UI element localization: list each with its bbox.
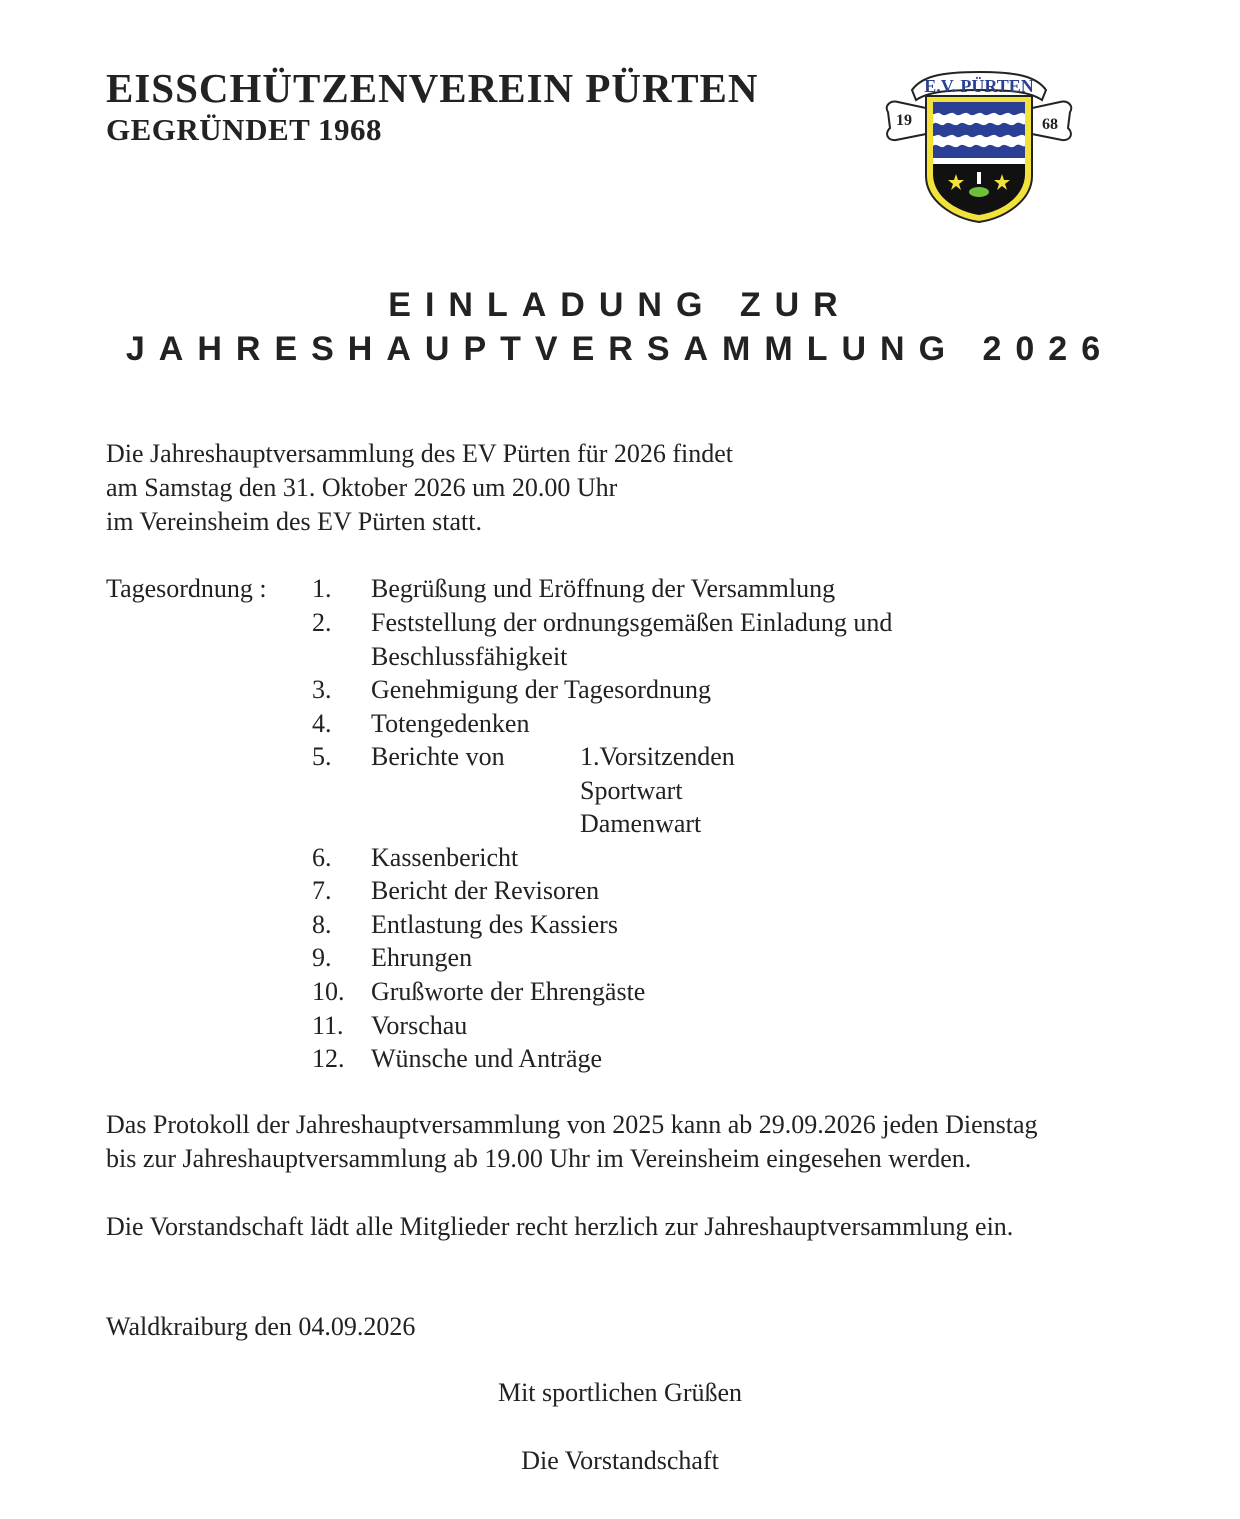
agenda-label: Tagesordnung :	[106, 574, 267, 603]
agenda-item-text: Begrüßung und Eröffnung der Versammlung	[371, 574, 836, 603]
agenda-subitem: Sportwart	[580, 776, 683, 805]
logo-year-left: 19	[896, 112, 912, 129]
agenda-item-text: Bericht der Revisoren	[371, 876, 600, 905]
agenda-item-number: 6.	[312, 843, 332, 872]
agenda-item-text: Ehrungen	[371, 943, 473, 972]
agenda-item	[0, 606, 1240, 640]
agenda-item-text: Vorschau	[371, 1011, 468, 1040]
agenda-item	[0, 740, 1240, 774]
agenda-item	[0, 908, 1240, 942]
agenda-item-number: 7.	[312, 876, 332, 905]
closing-greeting: Mit sportlichen Grüßen	[497, 1378, 743, 1407]
agenda-item-number: 4.	[312, 709, 332, 738]
protocol-line: Das Protokoll der Jahreshauptversammlung von 2025 kann ab 29.09.2026 jeden Dienstag	[106, 1110, 1038, 1139]
agenda-item-number: 2.	[312, 608, 332, 637]
agenda-item-text: Genehmigung der Tagesordnung	[371, 675, 711, 704]
agenda-item	[0, 941, 1240, 975]
agenda-item	[0, 673, 1240, 707]
agenda-item-text: Entlastung des Kassiers	[371, 910, 618, 939]
agenda-item-number: 10.	[312, 977, 345, 1006]
agenda-item-text: Totengedenken	[371, 709, 530, 738]
invitation-text: Die Vorstandschaft lädt alle Mitglieder recht herzlich zur Jahreshauptversammlung ein.	[106, 1212, 1014, 1241]
club-logo	[882, 68, 1076, 224]
agenda-item-text: Wünsche und Anträge	[371, 1044, 603, 1073]
intro-line: Die Jahreshauptversammlung des EV Pürten für 2026 findet	[106, 439, 733, 468]
agenda-item	[0, 572, 1240, 606]
agenda-subitem-row	[0, 774, 1240, 808]
agenda-item	[0, 1009, 1240, 1043]
protocol-paragraph	[106, 1108, 1038, 1176]
agenda-item-continuation	[0, 640, 1240, 674]
intro-paragraph	[106, 437, 733, 539]
agenda-item-number: 11.	[312, 1011, 344, 1040]
place-date: Waldkraiburg den 04.09.2026	[106, 1312, 416, 1341]
intro-line: im Vereinsheim des EV Pürten statt.	[106, 507, 482, 536]
signature: Die Vorstandschaft	[521, 1446, 719, 1475]
agenda-item	[0, 707, 1240, 741]
protocol-line: bis zur Jahreshauptversammlung ab 19.00 Uhr im Vereinsheim eingesehen werden.	[106, 1144, 972, 1173]
logo-year-right: 68	[1042, 116, 1058, 133]
agenda-item	[0, 841, 1240, 875]
agenda-subitem: 1.Vorsitzenden	[580, 742, 735, 771]
agenda-subitem: Damenwart	[580, 809, 702, 838]
club-name: EISSCHÜTZENVEREIN PÜRTEN	[106, 65, 759, 111]
agenda-item-number: 8.	[312, 910, 332, 939]
document-title-line2: JAHRESHAUPTVERSAMMLUNG 2026	[125, 330, 1115, 368]
document-title-line1: EINLADUNG ZUR	[388, 286, 852, 324]
agenda-item-number: 1.	[312, 574, 332, 603]
agenda-item-text: Berichte von	[371, 742, 505, 771]
agenda-item-text: Grußworte der Ehrengäste	[371, 977, 646, 1006]
agenda-item-number: 9.	[312, 943, 332, 972]
agenda-item-number: 12.	[312, 1044, 345, 1073]
intro-line: am Samstag den 31. Oktober 2026 um 20.00 Uhr	[106, 473, 618, 502]
agenda-item-text: Kassenbericht	[371, 843, 519, 872]
logo-banner-text: E.V. PÜRTEN	[924, 76, 1034, 96]
founded-line: GEGRÜNDET 1968	[106, 112, 382, 147]
agenda-item	[0, 1042, 1240, 1076]
agenda-item	[0, 975, 1240, 1009]
agenda-item-text: Beschlussfähigkeit	[371, 642, 568, 671]
agenda-item-number: 5.	[312, 742, 332, 771]
agenda-subitem-row	[0, 807, 1240, 841]
agenda-item-text: Feststellung der ordnungsgemäßen Einladung und	[371, 608, 893, 637]
agenda-item	[0, 874, 1240, 908]
agenda-item-number: 3.	[312, 675, 332, 704]
